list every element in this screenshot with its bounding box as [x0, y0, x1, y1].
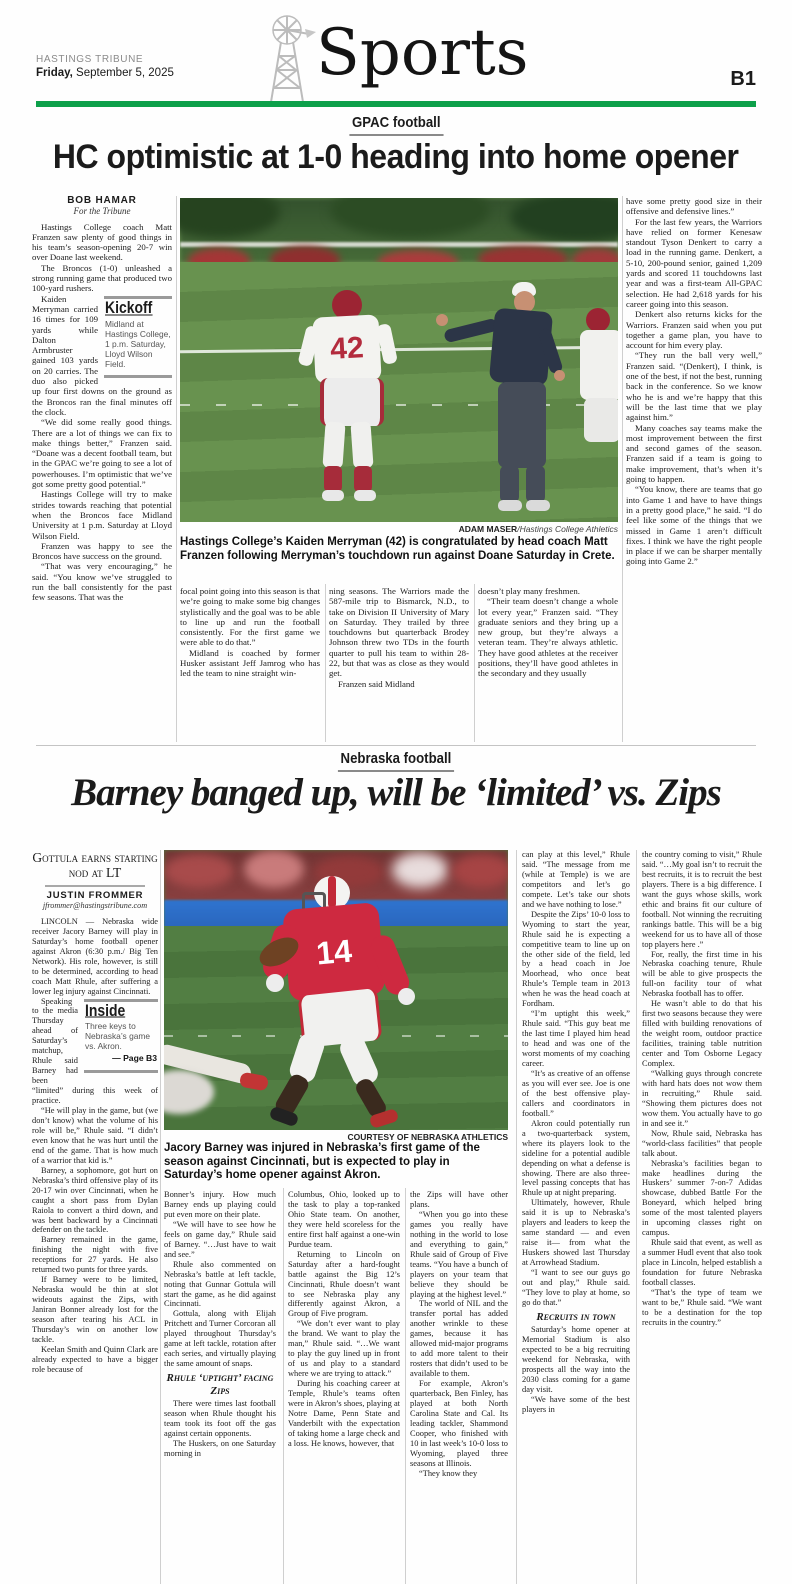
- photo1-player42-shoe: [322, 490, 344, 501]
- photo1-coach-shoe: [526, 500, 550, 511]
- article1-col5: [626, 196, 762, 742]
- article1-headline: [0, 138, 792, 177]
- article1-photo: [180, 198, 618, 522]
- article2-byline-sub: jfrommer@hastingstribune.com: [42, 900, 148, 910]
- article2-kicker-wrap: [0, 750, 792, 772]
- article1-col1: [32, 196, 172, 742]
- photo1-jersey-number: 42: [329, 331, 365, 366]
- photo1-player-edge: [578, 308, 618, 448]
- photo1-player-edge-helmet: [586, 308, 610, 332]
- column-rule: [405, 1188, 406, 1584]
- inside-box-title: Inside: [85, 1000, 126, 1020]
- photo1-player42-shoe: [354, 490, 376, 501]
- article1-col2: [180, 586, 320, 742]
- windmill-logo-icon: [256, 12, 318, 109]
- date-day: Friday,: [36, 67, 73, 79]
- deck-rule: [45, 885, 146, 887]
- article2-col2-paras: Bonner’s injury. How much Barney ends up playing could put even more on their plate. “We will have to see how he feels on game day,” Rhule said of Barney. “…Just have to wait and see.” Rhule also commented on Nebraska’s battle at left tackle, noting that Gunnar Gottula will start the game, as he did against Cincinnati. Gottula, along with Elijah Pritchett and Turner Corcoran all played throughout Thursday’s game at left tackle, rotation after each series, and virtually playing the same amount of snaps. Rhule ‘uptight’ facing Zips There were times last football season when Rhule thought his team took its foot off the gas against certain opponents. The Huskers, on one Saturday morning in: [164, 1190, 276, 1459]
- photo1-coach-leg: [500, 466, 519, 502]
- article1-col4: [478, 586, 618, 742]
- article2-photo-credit: [164, 1132, 508, 1142]
- article2-col4: [410, 1190, 508, 1584]
- column-rule: [636, 850, 637, 1584]
- photo1-coach: [472, 282, 572, 520]
- article1-caption: Hastings College’s Kaiden Merryman (42) is congratulated by head coach Matt Franzen following Merryman’s touchdown run against Doane Saturday in Crete.: [180, 536, 615, 562]
- article2-photo: [164, 850, 508, 1130]
- article2-col5-paras: can play at this level,” Rhule said. “The message from me (while at Temple) is we are competitors and let’s go compete. Let’s take our shots and we have nothing to lose.” Despite the Zips’ 10-0 loss to Wyoming to start the year, Rhule said he is expecting a competitive team to line up on the other side of the field, led by a head coach in Joe Moorhead, who once beat Rhule’s Temple team in 2013 when he was the head coach at Fordham. “I’m uptight this week,” Rhule said. “This guy beat me the last time I played him head to head and was one of the worst moments of my coaching career. “It’s as creative of an offense as you will ever see. Joe is one of the best offensive play-callers and coordinators in football.” Akron could potentially run a two-quarterback system, where its players look to the sideline for a potential audible depending on what a defense is showing. There are also three-level passing concepts that has Rhule up at night preparing. Ultimately, however, Rhule said it is up to Nebraska’s players and leaders to keep the same standard — and even raise it— from what the Huskers showed last Thursday at Arrowhead Stadium. “I want to see our guys go out and play,” Rhule said. “They love to play at home, so go do that.” Recruits in town Saturday’s home opener at Memorial Stadium is also expected to be a big recruiting weekend for Nebraska, with prospects all the way into the 2030 class coming for a game day visit. “We have some of the best players in: [522, 850, 630, 1415]
- article2-byline: [32, 891, 158, 911]
- article1-col1-paras-a: Hastings College coach Matt Franzen saw plenty of good things in his team’s season-opening 20-7 win over Doane last weekend. The Broncos (1-0) unleashed a strong running game that produced two 100-yard rushers.: [32, 221, 172, 294]
- article2-col5: [522, 850, 630, 1584]
- article1-col3: [329, 586, 469, 742]
- column-rule: [176, 196, 177, 742]
- story-divider: [36, 745, 756, 746]
- article2-kicker: Nebraska football: [338, 750, 454, 772]
- photo2-jersey-number: 14: [314, 932, 354, 971]
- article2-deck: Gottula earns starting nod at LT: [32, 850, 158, 880]
- photo1-player-42: [298, 290, 398, 510]
- article1-byline-sub: For the Tribune: [73, 206, 131, 217]
- inside-box: [84, 999, 158, 1074]
- photo2-defender-cleat: [239, 1072, 269, 1092]
- article2-col6-paras: the country coming to visit,” Rhule said. “…My goal isn’t to recruit the best recruits, it is to recruit the best players. There is a big difference. I want the guys whose skills, work ethic and brains fit our culture of football. Not winning the recruiting rankings battle. This will be a big weekend for us to have all of those top players here .” For, really, the first time in his Nebraska coaching tenure, Rhule will be able to give prospects the full-on facility tour of what Nebraska football has to offer. He wasn’t able to do that his first two seasons because they were filled with building renovations of the weight room, outdoor practice facilities, training table nutrition center and Tom Osborne Legacy Complex. “Walking guys through concrete with hard hats does not wow them in recruiting,” Rhule said. “Showing them pictures does not wow them. You actually have to go in and see it.” Now, Rhule said, Nebraska has “world-class facilities” that people talk about. Nebraska’s facilities began to make headlines during the Huskers’ summer 7-on-7 Adidas showcase, dubbed Battle For the Boneyard, which helped bring some of the most talented players in upcoming classes right on campus. Rhule said that event, as well as a summer Hudl event that also took place in Lincoln, helped establish a foundation for future Nebraska football classes. “That’s the type of team we want to be,” Rhule said. “We want to be a destination for the top recruits in the country.”: [642, 850, 762, 1327]
- column-rule: [516, 850, 517, 1584]
- article2-col6: [642, 850, 762, 1584]
- photo2-defender-jersey-blob: [164, 1070, 214, 1114]
- inside-box-body: Three keys to Nebraska’s game vs. Akron.: [85, 1021, 151, 1052]
- column-rule: [160, 850, 161, 1584]
- photo1-player42-pants: [320, 378, 384, 426]
- masthead-rule: [36, 101, 756, 107]
- article2-col1-paras-b: Speaking to the media Thursday ahead of Saturday’s matchup, Rhule said Barney had been “limited” during this week of practice. “He will play in the game, but (we don’t know) what the volume of his role will be,” Rhule said. “I didn’t even know that he was hurt until the end of the game. That is how much of a warrior that kid is.” Barney, a sophomore, got hurt on Nebraska’s third offensive play of its 20-17 win over Cincinnati, when he caught a short pass from Dylan Raiola to convert a third down, and was bent backward by a Cincinnati defender on the tackle. Barney remained in the game, finishing the night with five receptions for 27 yards. He also returned two punts for three yards. If Barney were to be limited, Nebraska would be thin at slot wideouts against the Zips, with Janiran Bonner already lost for the season after tearing his ACL in Thursday’s win on another low tackle. Keelan Smith and Quinn Clark are already expected to have a bigger role because of: [32, 996, 158, 1374]
- kickoff-box-body: Midland at Hastings College, 1 p.m. Saturday, Lloyd Wilson Field.: [105, 318, 171, 369]
- article2-col3: [288, 1190, 400, 1584]
- article1-col4-paras: doesn’t play many freshmen. “Their team doesn’t change a whole lot every year,” Franzen said. “They graduate seniors and they bring up a new group, but they’re always a veteran team. They’re always athletic. They have good athletes at the receiver positions, they’ll have good athletes in the secondary and they usually: [478, 586, 618, 679]
- article1-byline: [32, 196, 172, 217]
- article2-byline-name: JUSTIN FROMMER: [46, 890, 144, 901]
- photo2-player14-glove: [266, 974, 284, 992]
- photo2-player14-jersey: [282, 902, 386, 1002]
- photo2-player14-helmet-stripe: [328, 876, 336, 908]
- article2-headline: [0, 770, 792, 815]
- photo2-crowd-blob: [452, 854, 508, 888]
- article1-col1-paras-b: Kaiden Merryman carried 16 times for 109 yards while Dalton Armbruster gained 103 yards on 20 carries. The duo also picked up four first downs on the ground as the Broncos ran the final minutes off the clock. “We did some really good things. There are a lot of things we can fix to make things better,” Franzen said. “Doane was a decent football team, but in the GPAC we’re going to see a lot of powerhouses. I’m optimistic that we’ve got some pretty good potential.” Hastings College will try to make strides towards reaching that potential when the Broncos face Midland University at 1 p.m. Saturday at Lloyd Wilson Field. Franzen was happy to see the Broncos have success on the ground. “That was very encouraging,” he said. “You know we’ve struggled to run the ball consistently for the past few seasons. That was the: [32, 293, 172, 603]
- article2-col3-paras: Columbus, Ohio, looked up to the task to play a top-ranked Ohio State team. On another, they were held scoreless for the entire first half against a one-win Purdue team. Returning to Lincoln on Saturday after a hard-fought battle against the Big 12’s Cincinnati, Rhule doesn’t want to see Nebraska play any differently against Akron, a Group of Five program. “We don’t ever want to play the brand. We want to play the man,” Rhule said. “…We want to play the guy lined up in front of us and play to a standard where we are trying to attack.” During his coaching career at Temple, Rhule’s teams often were in Akron’s shoes, playing at Notre Dame, Penn State and Vanderbilt with the expectation of taking home a large check and a loss. He knows, however, that: [288, 1190, 400, 1448]
- article1-col3-paras: ning seasons. The Warriors made the 587-mile trip to Bismarck, N.D., to take on Division II University of Mary on Saturday. They trailed by three touchdowns but quarterback Brodey Johnson threw two TDs in the fourth quarter to pull his team to within 28-22, but that was as close as they would get. Franzen said Midland: [329, 586, 469, 689]
- article1-kicker: GPAC football: [349, 114, 443, 136]
- photo2-player14-glove: [398, 988, 415, 1005]
- photo2-crowd-blob: [164, 854, 234, 888]
- column-rule: [283, 1188, 284, 1584]
- photo1-player42-sock: [354, 466, 372, 492]
- photo2-defender-leg: [164, 1040, 286, 1120]
- photo1-player42-sock: [324, 466, 342, 492]
- article1-kicker-wrap: [0, 114, 792, 136]
- paper-name: HASTINGS TRIBUNE: [36, 54, 144, 65]
- column-rule: [474, 584, 475, 742]
- article2-caption: Jacory Barney was injured in Nebraska’s first game of the season against Cincinnati, but is expected to play in Saturday’s home opener against Akron.: [164, 1142, 480, 1181]
- photo1-coach-leg: [526, 466, 545, 502]
- article1-credit-org: /Hastings College Athletics: [517, 524, 618, 534]
- article2-col2: [164, 1190, 276, 1584]
- photo1-player-edge-pants: [584, 398, 618, 442]
- date-rest: September 5, 2025: [72, 67, 174, 79]
- photo1-coach-hand: [436, 314, 448, 326]
- article1-photo-credit: [180, 524, 618, 534]
- dateline: [36, 67, 174, 79]
- photo1-player42-leg: [350, 421, 373, 468]
- article2-headline-text: Barney banged up, will be ‘limited’ vs. Zips: [71, 771, 721, 814]
- page-number: B1: [730, 68, 756, 90]
- kickoff-box-title: Kickoff: [105, 297, 153, 317]
- kickoff-box: [104, 296, 172, 378]
- article2-col1-paras-a: LINCOLN — Nebraska wide receiver Jacory Barney will play in Saturday’s home football opener against Akron (6:30 p.m./ Big Ten Network). His role, however, is still to be determined, according to head coach Matt Rhule, after suffering a lower leg injury against Cincinnati.: [32, 916, 158, 996]
- article2-col4-paras: the Zips will have other plans. “When you go into these games you really have nothing in the world to lose and everything to gain,” Rhule said of Group of Five teams. “You have a bunch of players on your team that believe they should be playing at the highest level.” The world of NIL and the transfer portal has added another wrinkle to these games, because it has allowed mid-major programs to add more talent to their rosters that didn’t used to be available to them. For example, Akron’s quarterback, Ben Finley, has played at both North Carolina State and Cal. Its leading tackler, Shammond Cooper, who finished with 10 in last week’s 10-0 loss to Wyoming, played three seasons at Illinois. “They know they: [410, 1190, 508, 1478]
- photo1-coach-hand: [554, 370, 565, 381]
- article1-col5-paras: have some pretty good size in their offensive and defensive lines.” For the last few years, the Warriors have relied on former Kenesaw standout Tyson Denkert to carry a load in the running game. Denkert, a 5-10, 200-pound senior, gained 1,209 yards and scored 11 touchdowns last year and was a first-team All-GPAC selection. He had 2,618 yards for his career going into this season. Denkert also returns kicks for the Warriors. Franzen said when you put together a game plan, you have to account for him every play. “They run the ball very well,” Franzen said. “(Denkert), I think, is one of the best, if not the best, running back in the conference. So we know who he is and we’re happy that this will be the last time that we play against him.” Many coaches say teams make the most improvement between the first and second games of the season. Franzen said if a team is going to make improvement, that’s when it’s going to happen. “You know, there are teams that go into Game 1 and have to have things in a pretty good place,” he said. “I do feel like some of the things that we missed in Game 1 aren’t difficult fixes. I think we have the right people in place if we can be sharper mentally going into Game 2.”: [626, 196, 762, 567]
- article1-credit-name: ADAM MASER: [458, 524, 518, 534]
- photo1-player42-jersey: [312, 314, 381, 383]
- column-rule: [622, 196, 623, 742]
- photo1-player42-leg: [322, 421, 345, 468]
- photo1-coach-pants: [498, 382, 546, 468]
- section-title: Sports: [316, 16, 529, 90]
- article1-col2-paras: focal point going into this season is that we’re going to make some big changes stylistically and the goal was to be able to line up and run the football consistently. For the first game we were able to do that.” Midland is coached by former Husker assistant Jeff Jamrog who has led the team to nine straight win-: [180, 586, 320, 679]
- column-rule: [325, 584, 326, 742]
- photo1-coach-shoe: [498, 500, 522, 511]
- photo1-player-edge-jersey: [580, 330, 618, 400]
- inside-box-page-ref: — Page B3: [112, 1053, 157, 1064]
- article2-col1: [32, 850, 158, 1584]
- article1-headline-text: HC optimistic at 1-0 heading into home opener: [53, 138, 739, 176]
- photo1-fence: [180, 242, 618, 247]
- article1-byline-name: BOB HAMAR: [67, 196, 137, 206]
- article2-credit-name: COURTESY OF NEBRASKA ATHLETICS: [347, 1132, 508, 1142]
